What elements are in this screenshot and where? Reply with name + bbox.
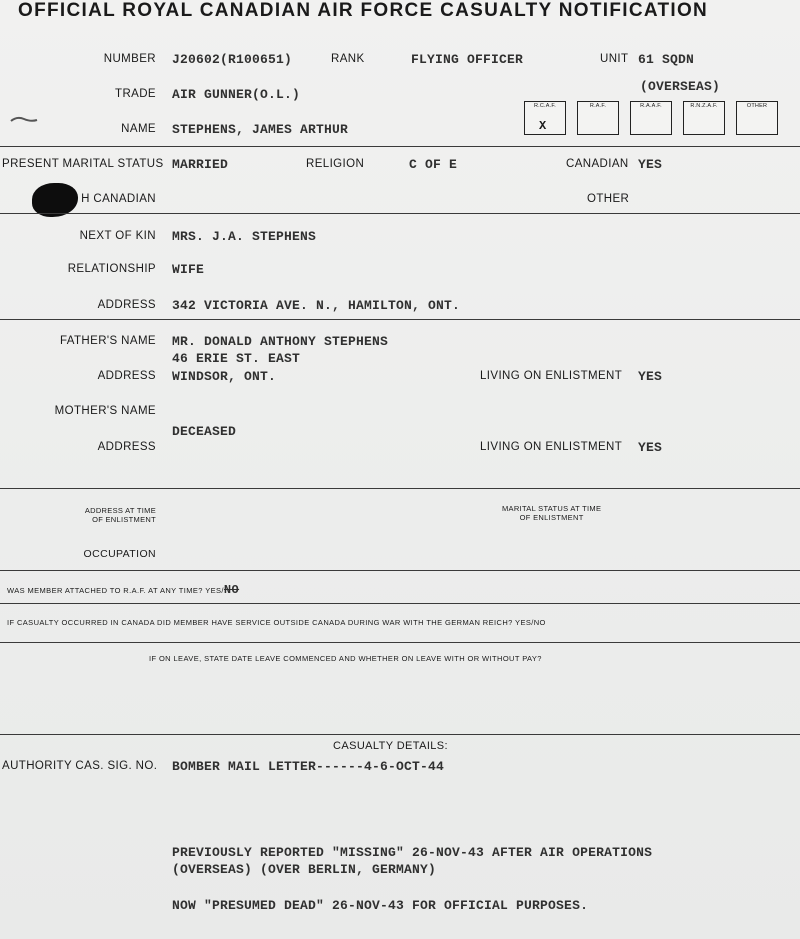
marital-status-value: MARRIED: [172, 157, 229, 172]
service-box-other: [736, 101, 778, 135]
casualty-details-heading: CASUALTY DETAILS:: [333, 740, 449, 752]
raf-attached-question: [7, 583, 239, 597]
canadian-label: CANADIAN: [566, 158, 629, 170]
address-value: 342 VICTORIA AVE. N., HAMILTON, ONT.: [172, 298, 461, 313]
unit-label: UNIT: [600, 53, 629, 65]
relationship-label: RELATIONSHIP: [67, 263, 156, 275]
ink-smudge: [10, 116, 38, 125]
marital-status-label: PRESENT MARITAL STATUS: [2, 158, 164, 170]
ink-blot: [32, 183, 78, 217]
address-at-enlistment-label: [85, 506, 156, 524]
mother-living-label: LIVING ON ENLISTMENT: [480, 441, 623, 453]
relationship-value: WIFE: [172, 262, 205, 277]
divider: [0, 734, 800, 735]
authority-value: BOMBER MAIL LETTER------4-6-OCT-44: [172, 759, 445, 774]
divider: [0, 213, 800, 214]
canadian-value: YES: [638, 157, 663, 172]
label-line: OF ENLISTMENT: [92, 515, 156, 524]
service-box-rcaf: [524, 101, 566, 135]
divider: [0, 319, 800, 320]
name-label: NAME: [121, 123, 156, 135]
label-line: ADDRESS AT TIME: [84, 506, 156, 515]
next-of-kin-label: NEXT OF KIN: [79, 230, 156, 242]
divider: [0, 603, 800, 604]
fathers-name-value: MR. DONALD ANTHONY STEPHENS: [172, 334, 389, 349]
fathers-address-label: ADDRESS: [97, 370, 156, 382]
occupation-label: OCCUPATION: [83, 548, 156, 560]
raf-question-text: WAS MEMBER ATTACHED TO R.A.F. AT ANY TIME? YES/: [7, 586, 224, 595]
father-living-label: LIVING ON ENLISTMENT: [480, 370, 623, 382]
divider: [0, 488, 800, 489]
father-living-value: YES: [638, 369, 663, 384]
service-box-raaf: [630, 101, 672, 135]
leave-question: IF ON LEAVE, STATE DATE LEAVE COMMENCED AND WHETHER ON LEAVE WITH OR WITHOUT PAY?: [149, 654, 542, 663]
other-label: OTHER: [587, 193, 630, 205]
service-box-label: OTHER: [746, 103, 768, 109]
casualty-detail-line1: PREVIOUSLY REPORTED "MISSING" 26-NOV-43 AFTER AIR OPERATIONS: [172, 845, 653, 860]
authority-label: AUTHORITY CAS. SIG. NO.: [2, 760, 158, 772]
unit-value: 61 SQDN: [638, 52, 695, 67]
fathers-name-label: FATHER'S NAME: [60, 335, 156, 347]
religion-value: C OF E: [409, 157, 458, 172]
unit-overseas-value: (OVERSEAS): [640, 79, 721, 94]
mothers-name-value: DECEASED: [172, 424, 237, 439]
casualty-detail-line2: (OVERSEAS) (OVER BERLIN, GERMANY): [172, 862, 437, 877]
mothers-name-label: MOTHER'S NAME: [54, 405, 156, 417]
religion-label: RELIGION: [306, 158, 365, 170]
number-label: NUMBER: [103, 53, 156, 65]
address-label: ADDRESS: [97, 299, 156, 311]
divider: [0, 570, 800, 571]
form-title: OFFICIAL ROYAL CANADIAN AIR FORCE CASUALTY NOTIFICATION: [18, 0, 709, 21]
label-line: OF ENLISTMENT: [519, 513, 584, 522]
service-box-label: R.C.A.F.: [533, 103, 557, 109]
divider: [0, 642, 800, 643]
label-line: MARITAL STATUS AT TIME: [502, 504, 602, 513]
rank-value: FLYING OFFICER: [411, 52, 524, 67]
next-of-kin-value: MRS. J.A. STEPHENS: [172, 229, 317, 244]
service-box-raf: [577, 101, 619, 135]
fathers-address-line2: WINDSOR, ONT.: [172, 369, 277, 384]
service-box-label: R.A.F.: [589, 103, 607, 109]
mothers-address-label: ADDRESS: [97, 441, 156, 453]
service-box-rnzaf: [683, 101, 725, 135]
trade-label: TRADE: [115, 88, 156, 100]
canada-service-question: IF CASUALTY OCCURRED IN CANADA DID MEMBER HAVE SERVICE OUTSIDE CANADA DURING WAR WITH THE GERMAN REICH? YES/NO: [7, 618, 546, 627]
raf-answer: NO: [223, 583, 240, 597]
h-canadian-label: H CANADIAN: [81, 193, 156, 205]
divider: [0, 146, 800, 147]
rank-label: RANK: [331, 53, 365, 65]
trade-value: AIR GUNNER(O.L.): [172, 87, 301, 102]
mother-living-value: YES: [638, 440, 663, 455]
marital-at-enlistment-label: [502, 504, 601, 522]
service-box-mark: X: [539, 119, 547, 133]
casualty-detail-line3: NOW "PRESUMED DEAD" 26-NOV-43 FOR OFFICIAL PURPOSES.: [172, 898, 589, 913]
name-value: STEPHENS, JAMES ARTHUR: [172, 122, 349, 137]
number-value: J20602(R100651): [172, 52, 293, 67]
service-box-label: R.A.A.F.: [640, 103, 662, 109]
fathers-address-line1: 46 ERIE ST. EAST: [172, 351, 301, 366]
service-box-label: R.N.Z.A.F.: [690, 103, 718, 109]
